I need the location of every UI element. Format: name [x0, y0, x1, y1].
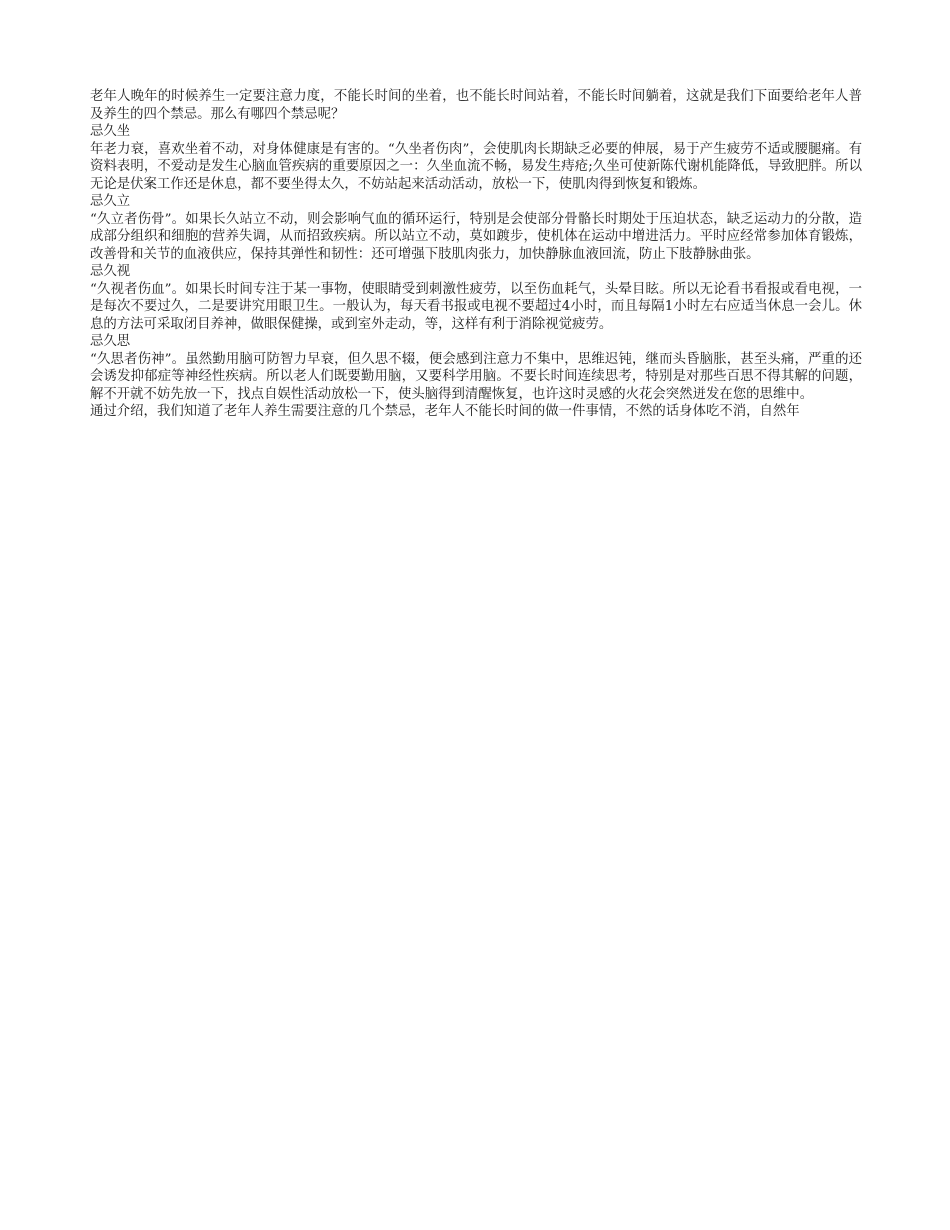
- intro-paragraph: 老年人晚年的时候养生一定要注意力度，不能长时间的坐着，也不能长时间站着，不能长时间躺着，这就是我们下面要给老年人普及养生的四个禁忌。那么有哪四个禁忌呢？: [90, 89, 862, 122]
- document-page: [90, 88, 862, 421]
- conclusion-paragraph: 通过介绍，我们知道了老年人养生需要注意的几个禁忌，老年人不能长时间的做一件事情，不然的话身体吃不消，自然年: [90, 404, 800, 419]
- section-body-sitting: 年老力衰，喜欢坐着不动，对身体健康是有害的。“久坐者伤肉”，会使肌肉长期缺乏必要的伸展，易于产生疲劳不适或腰腿痛。有资料表明，不爱动是发生心脑血管疾病的重要原因之一：久坐血流不畅，易发生痔疮;久坐可使新陈代谢机能降低，导致肥胖。所以无论是伏案工作还是休息，都不要坐得太久，不妨站起来活动活动，放松一下，使肌肉得到恢复和锻炼。: [90, 141, 862, 192]
- section-heading-thinking: 忌久思: [90, 334, 131, 349]
- section-heading-viewing: 忌久视: [90, 264, 131, 279]
- section-body-standing: “久立者伤骨”。如果长久站立不动，则会影响气血的循环运行，特别是会使部分骨骼长时期处于压迫状态，缺乏运动力的分散，造成部分组织和细胞的营养失调，从而招致疾病。所以站立不动，莫如踱步，使机体在运动中增进活力。平时应经常参加体育锻炼，改善骨和关节的血液供应，保持其弹性和韧性：还可增强下肢肌肉张力，加快静脉血液回流，防止下肢静脉曲张。: [90, 211, 862, 262]
- section-heading-standing: 忌久立: [90, 194, 131, 209]
- section-heading-sitting: 忌久坐: [90, 124, 131, 139]
- section-body-viewing: “久视者伤血”。如果长时间专注于某一事物，使眼睛受到刺激性疲劳，以至伤血耗气，头晕目眩。所以无论看书看报或看电视，一是每次不要过久，二是要讲究用眼卫生。一般认为，每天看书报或电视不要超过4小时，而且每隔1小时左右应适当休息一会儿。休息的方法可采取闭目养神，做眼保健操，或到室外走动，等，这样有利于消除视觉疲劳。: [90, 281, 862, 332]
- section-body-thinking: “久思者伤神”。虽然勤用脑可防智力早衰，但久思不辍，便会感到注意力不集中，思维迟钝，继而头昏脑胀，甚至头痛，严重的还会诱发抑郁症等神经性疾病。所以老人们既要勤用脑，又要科学用脑。不要长时间连续思考，特别是对那些百思不得其解的问题，解不开就不妨先放一下，找点自娱性活动放松一下，使头脑得到清醒恢复，也许这时灵感的火花会突然迸发在您的思维中。: [90, 351, 862, 402]
